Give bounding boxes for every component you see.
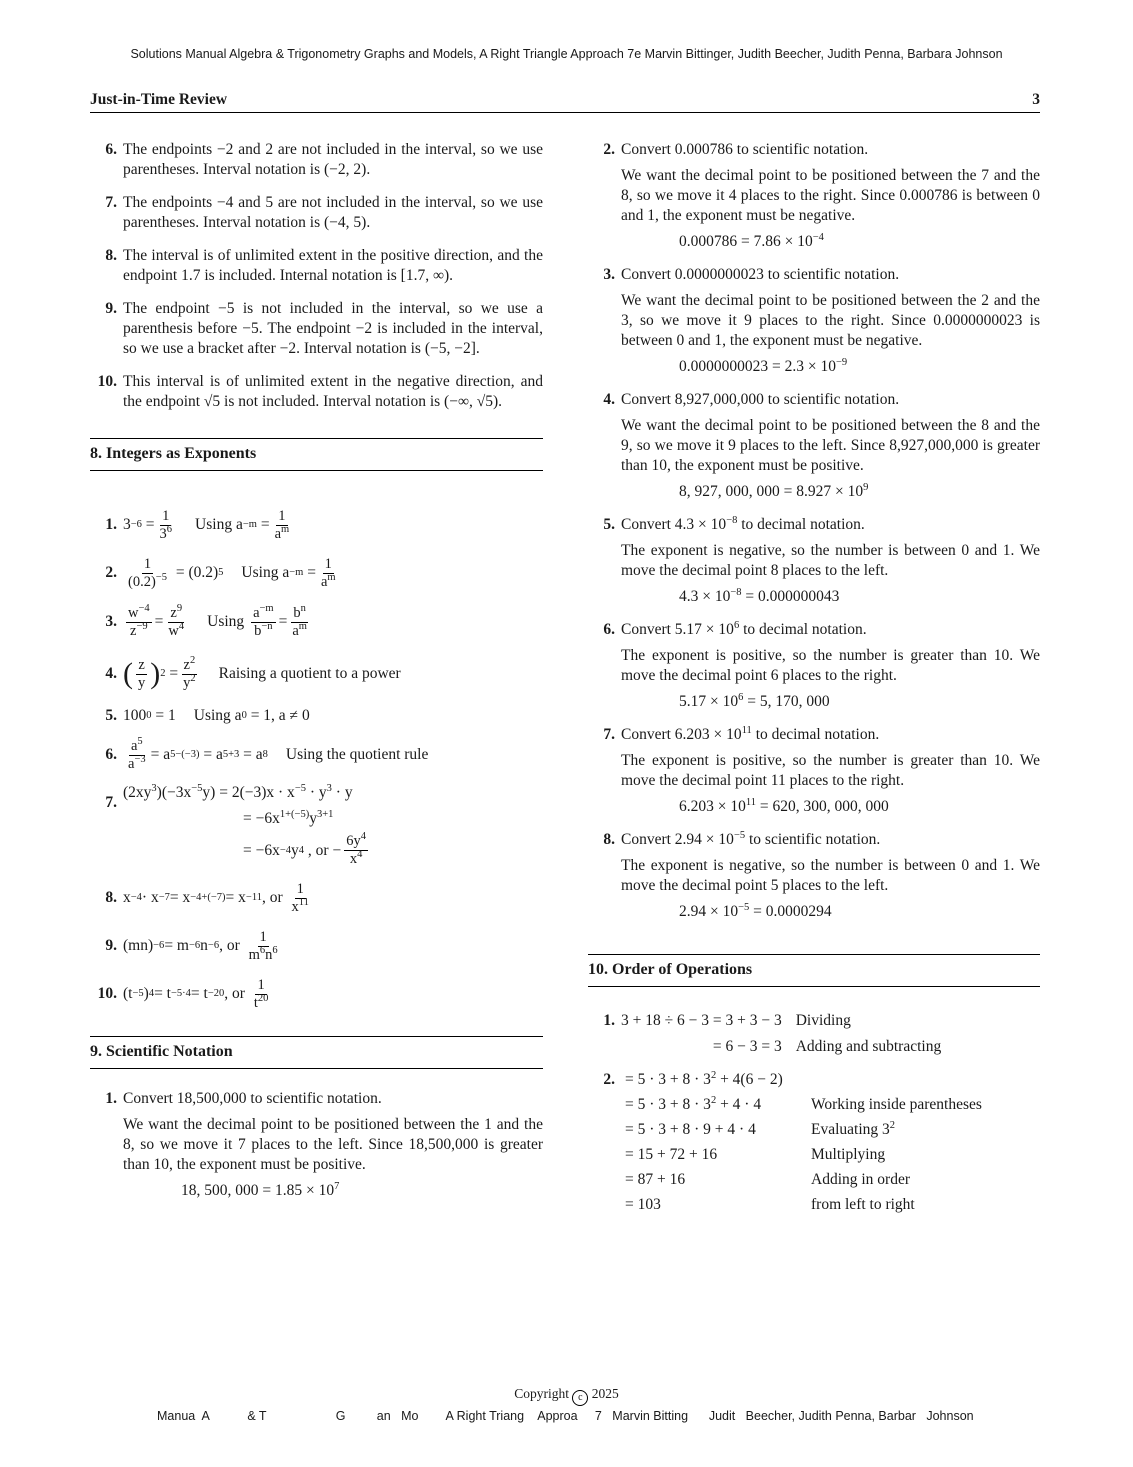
list-item: 9. The endpoint −5 is not included in the interval, so we use a parenthesis before −5. The endpoint −2 is included in the interval, so we use a bracket after −2. Interval notation is (−5, −2].	[105, 300, 543, 357]
list-item: 1. 3 + 18 ÷ 6 − 3 = 3 + 3 − 3 Dividing = 6 − 3 = 3 Adding and subtracting	[603, 1012, 942, 1055]
list-item: 10. This interval is of unlimited extent in the negative direction, and the endpoint √5 is not included. Interval notation is (−∞, √5).	[97, 373, 543, 410]
list-item: 2. Convert 0.000786 to scientific notation. We want the decimal point to be positioned between the 7 and the 8, so we move it 4 places to the right. Since 0.000786 is between 0 and 1, the exponent must be negative. $0.000786 = 7.86 \times 10^{-4}$	[603, 141, 1040, 250]
list-item: 5. Convert $4.3 \times 10^{-8}$ to decimal notation. The exponent is negative, so the number is between 0 and 1. We move the decimal point 8 places to the left. $4.3 \times 10^{-8} = 0.000000043$	[603, 515, 1040, 605]
equation-item: 3. $\frac{w^{-4}}{z^{-9}}$ = $\frac{z^9}{w^4}$ Using $\frac{a^{-m}}{b^{-n}}$ = $\frac{b^n}{a^m}$	[105, 602, 307, 639]
section-heading: 8. Integers as Exponents	[90, 438, 543, 471]
list-item: 1. Convert 18,500,000 to scientific notation. We want the decimal point to be positioned between the 1 and the 8, so we move it 7 places to the left. Since 18,500,000 is greater than 10, the exponent must be positive. 18, 500, $000 = 1.85 \times 10^7$	[105, 1090, 543, 1199]
list-item: 7. The endpoints −4 and 5 are not included in the interval, so we use parentheses. Interval notation is (−4, 5).	[105, 194, 543, 231]
list-item: 2. = $5 \cdot 3 + 8 \cdot 3^2 + 4(6 - 2)$ = $5 \cdot 3 + 8 \cdot 3^2 + 4 \cdot 4$ Working inside parentheses = 5 · 3 + 8 · 9 + 4 · 4 Evaluating $3^2$ = 15 + 72 + 16 Multiplying = 87 + 16 Adding in order = 103 from left to right	[603, 1070, 982, 1213]
equation-item: 5. 100 0 = 1 Using a 0 = 1, a ≠ 0	[105, 707, 310, 724]
equation-item: 8. x −4 · x −7 = x −4+(−7) = x −11 , or $\frac{1}{x^{11}}$	[105, 880, 309, 915]
list-item: 7. Convert $6.203 \times 10^{11}$ to decimal notation. The exponent is positive, so the number is greater than 10. We move the decimal point 11 places to the right. $6.203 \times 10^{11} = 620$, 300, 000, 000	[603, 725, 1040, 815]
list-item: 8. Convert $2.94 \times 10^{-5}$ to scientific notation. The exponent is negative, so the number is between 0 and 1. We move the decimal point 5 places to the left. $2.94 \times 10^{-5} = 0.0000294$	[603, 830, 1040, 920]
list-item: 6. The endpoints −2 and 2 are not included in the interval, so we use parentheses. Interval notation is (−2, 2).	[105, 141, 543, 178]
list-item: 3. Convert 0.0000000023 to scientific notation. We want the decimal point to be positioned between the 2 and the 3, so we move it 9 places to the right. Since 0.0000000023 is between 0 and 1, the exponent must be negative. $0.0000000023 = 2.3 \times 10^{-9}$	[603, 266, 1040, 375]
equation-item: 10. (t −5 ) 4 = t −5·4 = t −20 , or $\frac{1}{t^{20}}$	[97, 976, 269, 1011]
copyright-notice: Copyright c 2025	[0, 1384, 1133, 1406]
equation-item: 9. (mn) −6 = m −6 n −6 , or $\frac{1}{m^6n^6}$	[105, 928, 278, 963]
footer-watermark: Manua A & T G an Mo A Right Triang Approa 7 Marvin Bitting Judit Beecher, Judith Penna, Barbar Johnson	[157, 1409, 974, 1423]
equation-item: 6. $\frac{a^5}{a^{-3}}$ = a 5−(−3) = a 5+3 = a 8 Using the quotient rule	[105, 735, 429, 772]
equation-item: 2. $\frac{1}{(0.2)^{-5}}$ = (0.2) 5 Using a −m = $\frac{1}{a^m}$	[105, 555, 336, 590]
section-heading: 10. Order of Operations	[588, 954, 1040, 987]
running-title: Just-in-Time Review	[90, 91, 228, 108]
list-item: 6. Convert $5.17 \times 10^6$ to decimal notation. The exponent is positive, so the number is greater than 10. We move the decimal point 6 places to the right. $5.17 \times 10^6 = 5$, 170, 000	[603, 620, 1040, 710]
left-column	[90, 140, 543, 1214]
equation-item: 1. 3 −6 = $\frac{1}{3^6}$ Using a −m = $\frac{1}{a^m}$	[105, 507, 290, 542]
right-column	[588, 140, 1040, 1228]
equation-item: 4. ( $\frac{z}{y}$ ) 2 = $\frac{z^2}{y^2}$ Raising a quotient to a power	[105, 654, 401, 691]
equation-item: 7. $(2xy^3)(-3x^{-5}y) = 2(-3)x \cdot x^{-5} \cdot y^3 \cdot y$ = $-6x^{1+(-5)}y^{3+1}$ = −6x −4 y 4 , or − $\frac{6y^4}{x^4}$	[105, 783, 366, 867]
copyright-icon: c	[572, 1390, 588, 1406]
list-item: 4. Convert 8,927,000,000 to scientific notation. We want the decimal point to be positioned between the 8 and the 9, so we move it 9 places to the left. Since 8,927,000,000 is greater than 10, the exponent must be positive. 8, 927, 000, $000 = 8.927 \times 10^9$	[603, 391, 1040, 500]
section-heading: 9. Scientific Notation	[90, 1036, 543, 1069]
document-source-line: Solutions Manual Algebra & Trigonometry Graphs and Models, A Right Triangle Approach 7e Marvin Bittinger, Judith Beecher, Judith Penna, Barbara Johnson	[130, 47, 1003, 61]
page-number: 3	[1032, 91, 1040, 108]
running-header	[90, 90, 1040, 113]
list-item: 8. The interval is of unlimited extent in the positive direction, and the endpoint 1.7 is included. Internal notation is [1.7, ∞).	[105, 247, 543, 284]
